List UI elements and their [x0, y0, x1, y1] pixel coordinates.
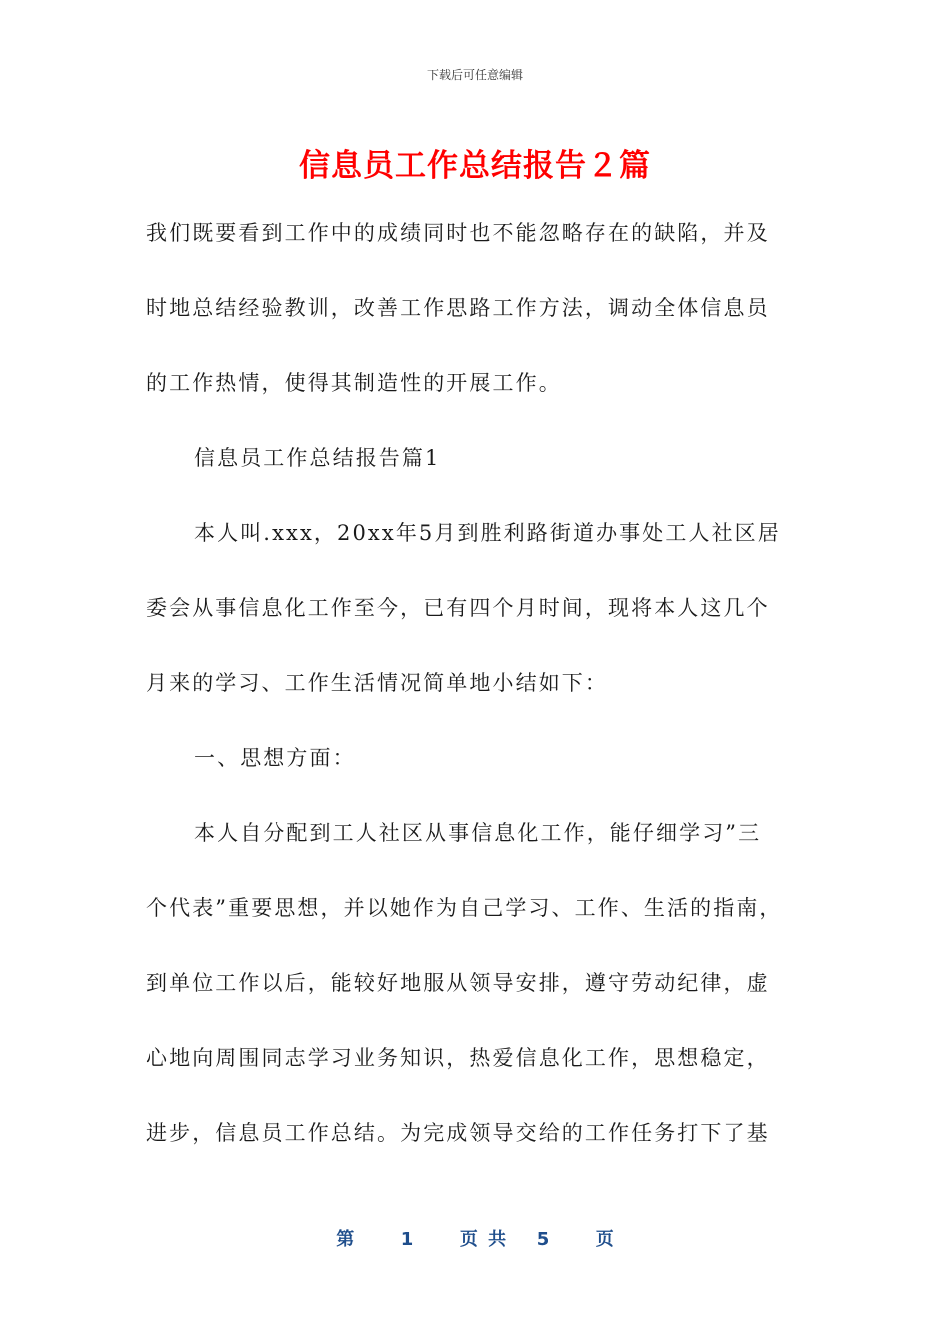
- footer-label-page: 第: [336, 1229, 355, 1250]
- footer-current-page: 1: [400, 1229, 414, 1250]
- body-line: 我们既要看到工作中的成绩同时也不能忽略存在的缺陷，并及: [146, 221, 770, 245]
- footer-label-of: 页 共: [459, 1229, 507, 1250]
- body-line: 月来的学习、工作生活情况简单地小结如下：: [146, 671, 608, 695]
- footer-label-end: 页: [595, 1229, 614, 1250]
- body-line: 心地向周围同志学习业务知识，热爱信息化工作，思想稳定，: [146, 1046, 770, 1070]
- body-line: 时地总结经验教训，改善工作思路工作方法，调动全体信息员: [146, 296, 770, 320]
- body-line: 到单位工作以后，能较好地服从领导安排，遵守劳动纪律，虚: [146, 971, 770, 995]
- subsection-heading: 一、思想方面：: [194, 746, 356, 770]
- body-line: 本人叫.xxx，20xx年5月到胜利路街道办事处工人社区居: [194, 521, 781, 545]
- body-line: 个代表”重要思想，并以她作为自己学习、工作、生活的指南，: [146, 896, 783, 920]
- body-line: 委会从事信息化工作至今，已有四个月时间，现将本人这几个: [146, 596, 770, 620]
- header-note: 下载后可任意编辑: [426, 68, 523, 82]
- section-heading: 信息员工作总结报告篇1: [194, 446, 441, 470]
- body-line: 进步，信息员工作总结。为完成领导交给的工作任务打下了基: [146, 1121, 770, 1145]
- document-title: 信息员工作总结报告２篇: [299, 148, 651, 184]
- body-line: 的工作热情，使得其制造性的开展工作。: [146, 371, 562, 395]
- body-line: 本人自分配到工人社区从事信息化工作，能仔细学习”三: [194, 821, 762, 845]
- footer-total-pages: 5: [536, 1229, 550, 1250]
- document-body: [146, 196, 806, 1171]
- page-footer: [0, 1225, 950, 1251]
